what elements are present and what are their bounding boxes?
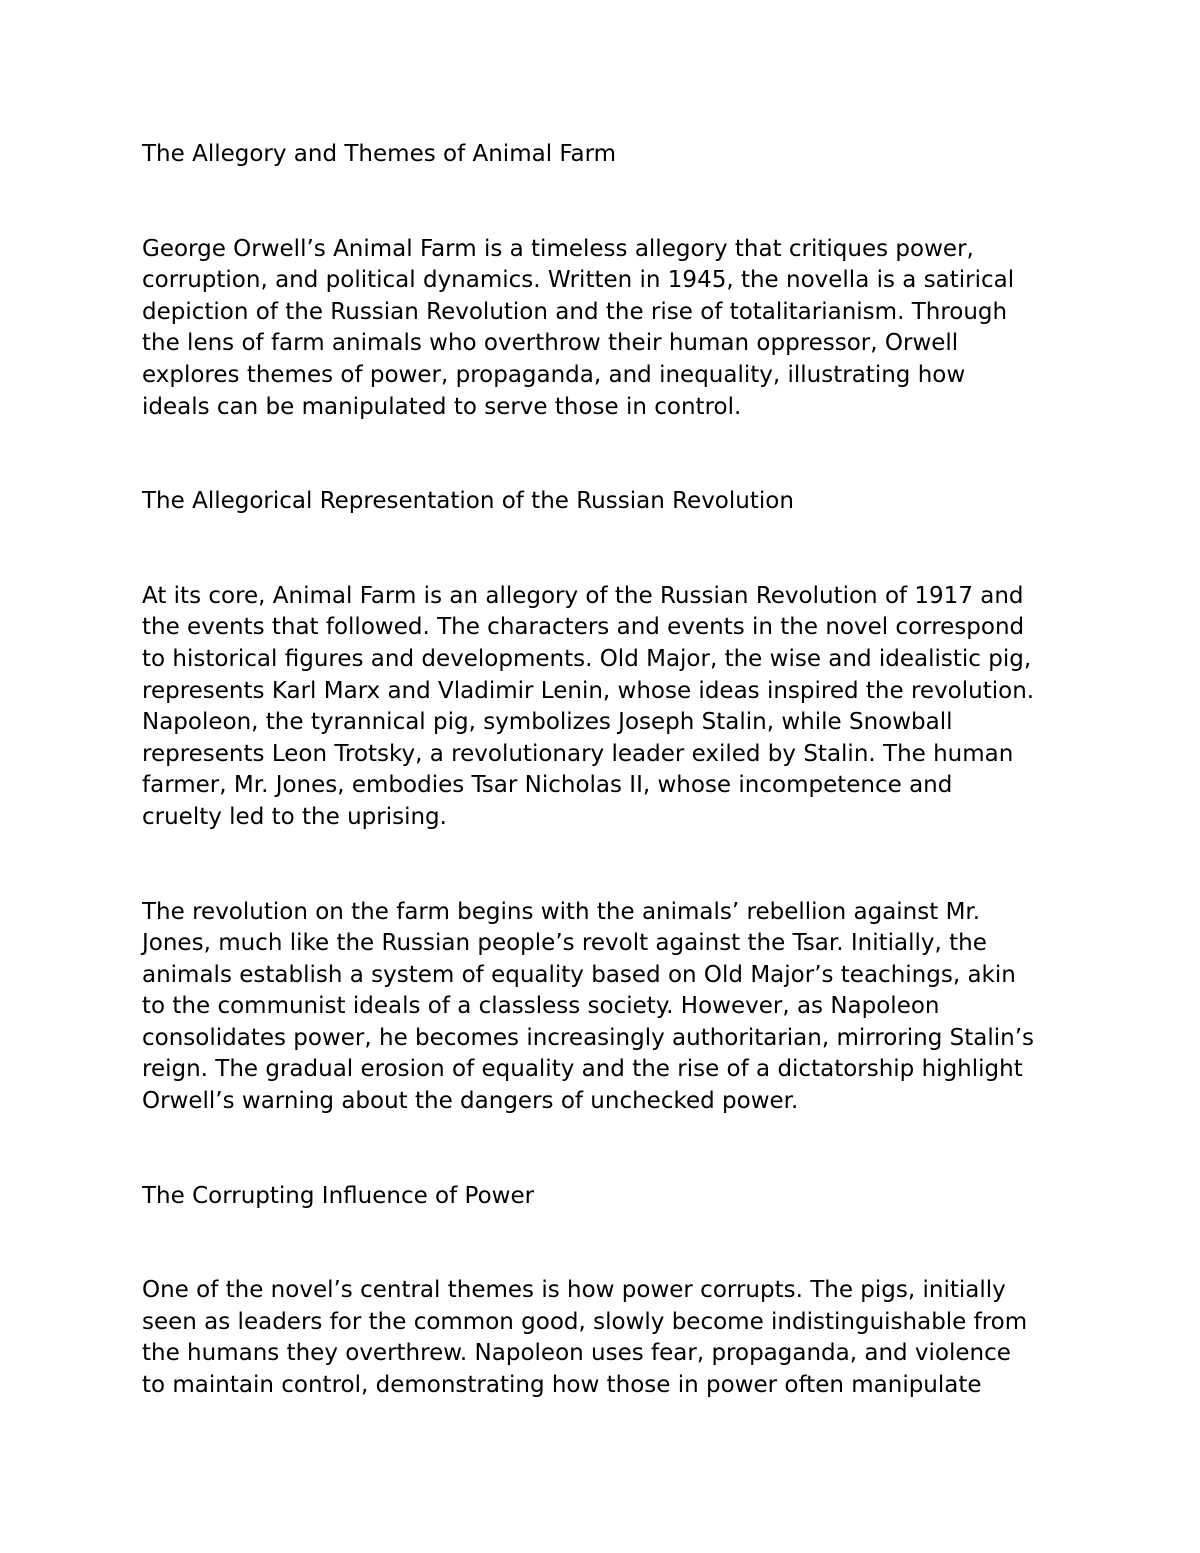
text-line: Napoleon, the tyrannical pig, symbolizes Joseph Stalin, while Snowball <box>142 709 953 736</box>
document-title: The Allegory and Themes of Animal Farm <box>142 141 617 167</box>
spacer <box>142 834 1072 897</box>
text-line: the lens of farm animals who overthrow their human oppressor, Orwell <box>142 330 959 357</box>
text-line: George Orwell’s Animal Farm is a timeless allegory that critiques power, <box>142 235 974 262</box>
text-line: to historical figures and developments. Old Major, the wise and idealistic pig, <box>142 645 1032 672</box>
text-line: corruption, and political dynamics. Written in 1945, the novella is a satirical <box>142 267 1015 294</box>
text-line: ideals can be manipulated to serve those in control. <box>142 393 742 420</box>
text-line: represents Leon Trotsky, a revolutionary leader exiled by Stalin. The human <box>142 740 1014 767</box>
section1-paragraph-2 <box>142 897 1072 1118</box>
spacer <box>142 1118 1072 1181</box>
spacer <box>142 423 1072 486</box>
text-line: the events that followed. The characters and events in the novel correspond <box>142 614 1025 641</box>
text-line: depiction of the Russian Revolution and the rise of totalitarianism. Through <box>142 298 1008 325</box>
text-line: to maintain control, demonstrating how those in power often manipulate <box>142 1372 982 1399</box>
text-line: to the communist ideals of a classless society. However, as Napoleon <box>142 993 940 1020</box>
section-heading: The Corrupting Influence of Power <box>142 1182 535 1209</box>
section1-paragraph-1 <box>142 581 1072 834</box>
text-line: reign. The gradual erosion of equality and the rise of a dictatorship highlight <box>142 1056 1023 1083</box>
text-line: represents Karl Marx and Vladimir Lenin, whose ideas inspired the revolution. <box>142 677 1035 704</box>
spacer <box>142 518 1072 581</box>
text-line: Orwell’s warning about the dangers of unchecked power. <box>142 1088 799 1115</box>
intro-paragraph <box>142 234 1072 424</box>
section2-paragraph-1 <box>142 1275 1072 1401</box>
section-heading: The Allegorical Representation of the Russian Revolution <box>142 488 794 515</box>
text-line: Jones, much like the Russian people’s revolt against the Tsar. Initially, the <box>142 930 987 957</box>
text-line: The revolution on the farm begins with the animals’ rebellion against Mr. <box>142 898 981 925</box>
text-line: At its core, Animal Farm is an allegory of the Russian Revolution of 1917 and <box>142 582 1024 609</box>
spacer <box>142 1212 1072 1275</box>
text-line: seen as leaders for the common good, slowly become indistinguishable from <box>142 1308 1028 1335</box>
document-body <box>142 139 1072 1402</box>
text-line: the humans they overthrew. Napoleon uses fear, propaganda, and violence <box>142 1340 1011 1367</box>
text-line: One of the novel’s central themes is how power corrupts. The pigs, initially <box>142 1277 1006 1304</box>
text-line: farmer, Mr. Jones, embodies Tsar Nicholas II, whose incompetence and <box>142 772 953 799</box>
text-line: cruelty led to the uprising. <box>142 803 447 830</box>
spacer <box>142 171 1072 234</box>
text-line: explores themes of power, propaganda, and inequality, illustrating how <box>142 361 966 388</box>
text-line: consolidates power, he becomes increasingly authoritarian, mirroring Stalin’s <box>142 1024 1035 1051</box>
text-line: animals establish a system of equality based on Old Major’s teachings, akin <box>142 961 1016 988</box>
